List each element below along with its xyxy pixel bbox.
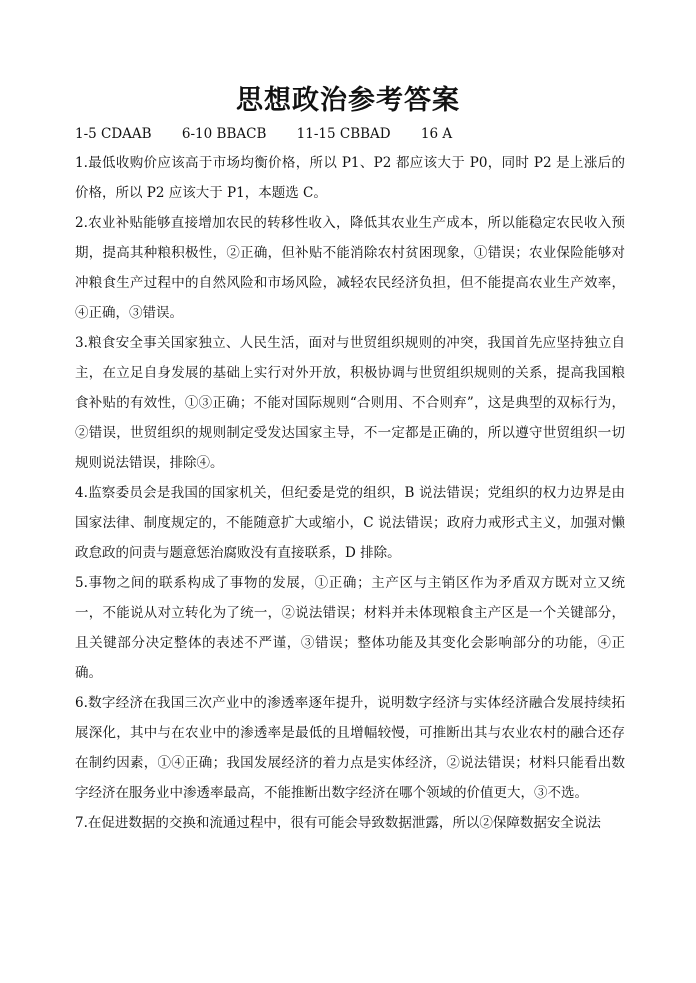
answer-group-1-5: 1-5 CDAAB	[75, 126, 152, 142]
answer-group-11-15: 11-15 CBBAD	[296, 126, 391, 142]
answer-group-16: 16 A	[420, 126, 453, 142]
explanation-2: 2.农业补贴能够直接增加农民的转移性收入，降低其农业生产成本，所以能稳定农民收入预期，提高其种粮积极性，②正确，但补贴不能消除农村贫困现象，①错误；农业保险能够对冲粮食生产过程中的自然风险和市场风险，减轻农民经济负担，但不能提高农业生产效率，④正确，③错误。	[75, 215, 625, 321]
answer-key-line	[75, 124, 478, 144]
explanation-5: 5.事物之间的联系构成了事物的发展，①正确；主产区与主销区作为矛盾双方既对立又统一，不能说从对立转化为了统一，②说法错误；材料并未体现粮食主产区是一个关键部分，且关键部分决定整体的表述不严谨，③错误；整体功能及其变化会影响部分的功能，④正确。	[75, 575, 625, 681]
explanation-4: 4.监察委员会是我国的国家机关，但纪委是党的组织，B 说法错误；党组织的权力边界是由国家法律、制度规定的，不能随意扩大或缩小，C 说法错误；政府力戒形式主义，加强对懒政怠政的问责与题意惩治腐败没有直接联系，D 排除。	[75, 485, 625, 561]
explanations	[75, 148, 625, 838]
explanation-7: 7.在促进数据的交换和流通过程中，很有可能会导致数据泄露，所以②保障数据安全说法	[75, 815, 601, 831]
explanation-3: 3.粮食安全事关国家独立、人民生活，面对与世贸组织规则的冲突，我国首先应坚持独立自主，在立足自身发展的基础上实行对外开放，积极协调与世贸组织规则的关系，提高我国粮食补贴的有效性，①③正确；不能对国际规则“合则用、不合则弃”，这是典型的双标行为，②错误，世贸组织的规则制定受发达国家主导，不一定都是正确的，所以遵守世贸组织一切规则说法错误，排除④。	[75, 335, 625, 471]
document-title: 思想政治参考答案	[236, 85, 460, 116]
explanation-1: 1.最低收购价应该高于市场均衡价格，所以 P1、P2 都应该大于 P0，同时 P2 是上涨后的价格，所以 P2 应该大于 P1，本题选 C。	[75, 155, 625, 201]
explanation-6: 6.数字经济在我国三次产业中的渗透率逐年提升，说明数字经济与实体经济融合发展持续拓展深化，其中与在农业中的渗透率是最低的且增幅较慢，可推断出其与农业农村的融合还存在制约因素，①④正确；我国发展经济的着力点是实体经济，②说法错误；材料只能看出数字经济在服务业中渗透率最高，不能推断出数字经济在哪个领域的价值更大，③不选。	[75, 695, 625, 801]
answer-group-6-10: 6-10 BBACB	[181, 126, 267, 142]
